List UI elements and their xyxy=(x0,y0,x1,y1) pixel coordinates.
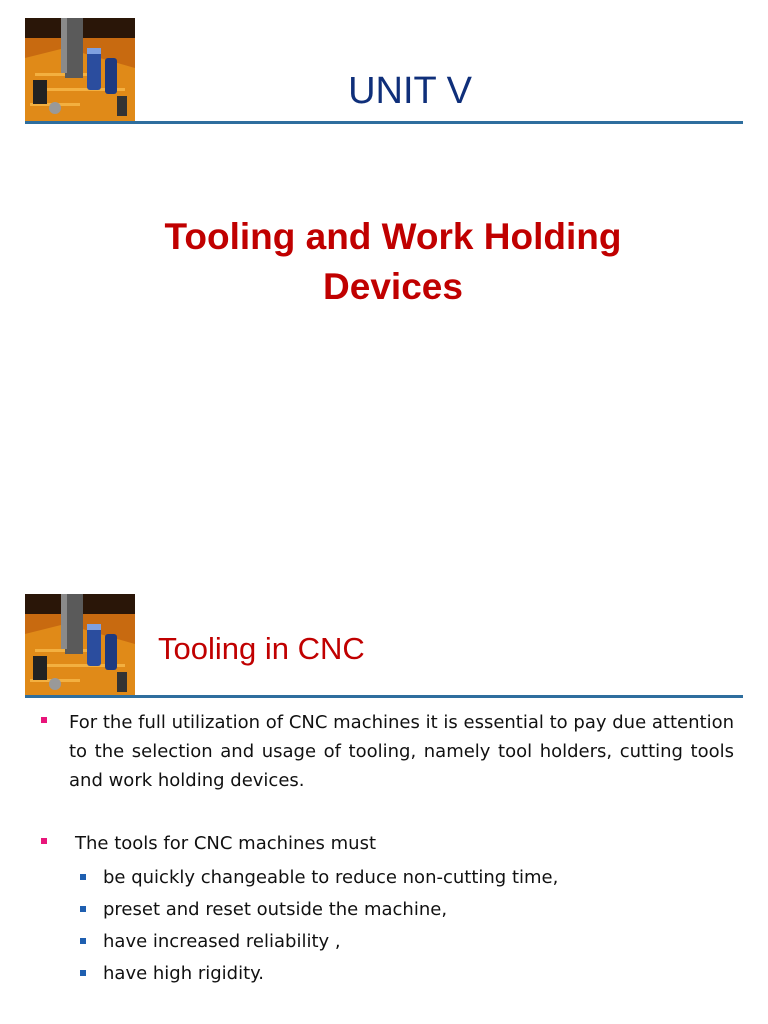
square-bullet-icon xyxy=(80,938,86,944)
square-bullet-icon xyxy=(41,717,47,723)
bullet-paragraph xyxy=(40,708,734,795)
main-title-line-2: Devices xyxy=(323,266,463,307)
square-bullet-icon xyxy=(80,970,86,976)
main-title xyxy=(40,212,746,312)
square-bullet-icon xyxy=(80,906,86,912)
slide-heading: Tooling in CNC xyxy=(158,631,365,666)
circuit-board-image xyxy=(25,594,135,698)
unit-title: UNIT V xyxy=(348,70,472,112)
square-bullet-icon xyxy=(41,838,47,844)
paragraph-text: For the full utilization of CNC machines it is essential to pay due attention to the selection and usage of tooling, namely tool holders, cutting tools and work holding devices. xyxy=(69,712,734,791)
square-bullet-icon xyxy=(80,874,86,880)
bullet-paragraph xyxy=(40,829,734,858)
list-item: preset and reset outside the machine, xyxy=(40,894,734,926)
header-rule xyxy=(25,121,743,124)
list-item: have increased reliability , xyxy=(40,926,734,958)
sub-bullet-list xyxy=(40,862,734,990)
paragraph-text: The tools for CNC machines must xyxy=(75,833,377,854)
list-item: have high rigidity. xyxy=(40,958,734,990)
content-slide xyxy=(0,576,768,1024)
slide-content xyxy=(40,708,734,990)
header-rule xyxy=(25,695,743,698)
list-item: be quickly changeable to reduce non-cutting time, xyxy=(40,862,734,894)
main-title-line-1: Tooling and Work Holding xyxy=(164,216,622,257)
